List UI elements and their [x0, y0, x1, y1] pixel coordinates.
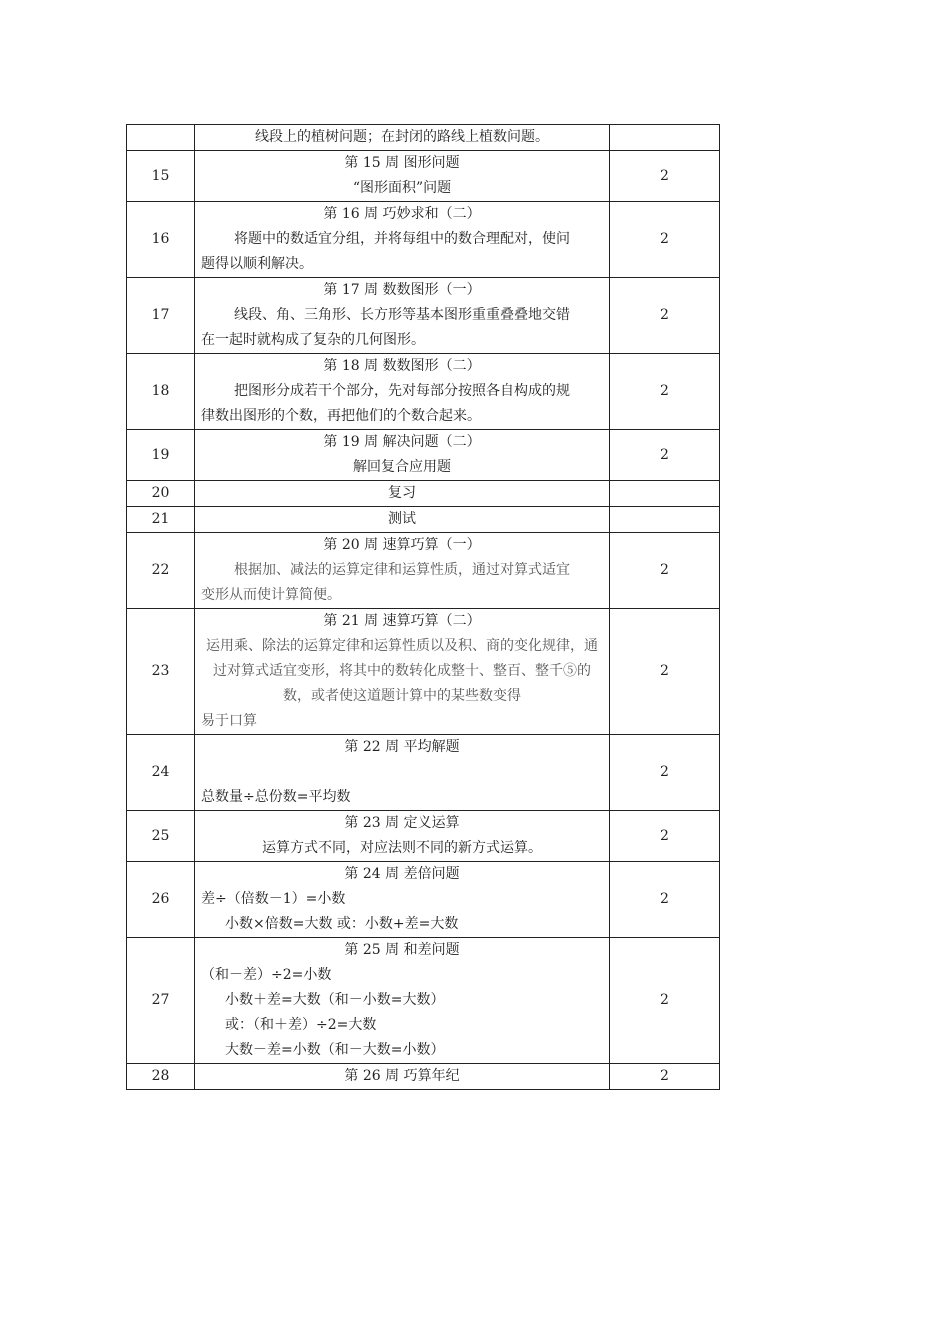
- hours-cell: 2: [610, 938, 720, 1064]
- table-row: [127, 125, 720, 151]
- topic-line: （和－差）÷2=小数: [201, 967, 332, 983]
- topic-line: 运用乘、除法的运算定律和运算性质以及积、商的变化规律，通过对算式适宜变形，将其中的数转化成整十、整百、整千⑤的数，或者使这道题计算中的某些数变得: [206, 638, 598, 704]
- topic-line: 大数－差=小数（和－大数=小数）: [225, 1042, 445, 1058]
- week-number-cell: 28: [127, 1064, 195, 1090]
- topic-line: 解回复合应用题: [353, 459, 451, 475]
- topic-title: 线段上的植树问题；在封闭的路线上植数问题。: [255, 129, 549, 145]
- topic-title: 第 17 周 数数图形（一）: [323, 282, 481, 298]
- content-cell: [195, 151, 610, 202]
- table-row: [127, 507, 720, 533]
- week-number-cell: 15: [127, 151, 195, 202]
- week-number-cell: 22: [127, 533, 195, 609]
- week-number-cell: [127, 125, 195, 151]
- hours-cell: 2: [610, 862, 720, 938]
- table-row: [127, 278, 720, 354]
- hours-cell: 2: [610, 202, 720, 278]
- topic-line: 差÷（倍数－1）=小数: [201, 891, 346, 907]
- topic-line: 运算方式不同，对应法则不同的新方式运算。: [262, 840, 542, 856]
- content-cell: [195, 202, 610, 278]
- topic-line: 小数＋差=大数（和－小数=大数）: [225, 992, 445, 1008]
- content-cell: [195, 811, 610, 862]
- table-row: [127, 481, 720, 507]
- topic-line: 变形从而使计算简便。: [201, 587, 341, 603]
- table-row: [127, 938, 720, 1064]
- week-number-cell: 26: [127, 862, 195, 938]
- hours-cell: 2: [610, 609, 720, 735]
- content-cell: [195, 938, 610, 1064]
- table-row: [127, 735, 720, 811]
- topic-title: 第 25 周 和差问题: [344, 942, 460, 958]
- week-number-cell: 20: [127, 481, 195, 507]
- hours-cell: 2: [610, 533, 720, 609]
- week-number-cell: 19: [127, 430, 195, 481]
- topic-line: 易于口算: [201, 713, 257, 729]
- topic-title: 测试: [388, 511, 416, 527]
- content-cell: [195, 533, 610, 609]
- topic-title: 第 19 周 解决问题（二）: [323, 434, 481, 450]
- hours-cell: 2: [610, 430, 720, 481]
- content-cell: [195, 430, 610, 481]
- hours-cell: 2: [610, 278, 720, 354]
- topic-title: 第 21 周 速算巧算（二）: [323, 613, 481, 629]
- topic-line: 律数出图形的个数，再把他们的个数合起来。: [201, 408, 481, 424]
- content-cell: [195, 1064, 610, 1090]
- topic-title: 第 15 周 图形问题: [344, 155, 460, 171]
- table-row: [127, 1064, 720, 1090]
- topic-line: 根据加、减法的运算定律和运算性质，通过对算式适宜: [234, 562, 570, 578]
- week-number-cell: 23: [127, 609, 195, 735]
- hours-cell: 2: [610, 735, 720, 811]
- topic-line: 将题中的数适宜分组，并将每组中的数合理配对，使问: [234, 231, 570, 247]
- table-row: [127, 811, 720, 862]
- content-cell: [195, 481, 610, 507]
- table-row: [127, 862, 720, 938]
- topic-line: 总数量÷总份数=平均数: [201, 789, 351, 805]
- schedule-table: [126, 124, 720, 1090]
- hours-cell: 2: [610, 811, 720, 862]
- hours-cell: 2: [610, 151, 720, 202]
- week-number-cell: 17: [127, 278, 195, 354]
- topic-title: 第 26 周 巧算年纪: [344, 1068, 460, 1084]
- week-number-cell: 24: [127, 735, 195, 811]
- content-cell: [195, 609, 610, 735]
- topic-line: “图形面积”问题: [352, 180, 452, 196]
- week-number-cell: 16: [127, 202, 195, 278]
- topic-title: 复习: [388, 485, 416, 501]
- content-cell: [195, 125, 610, 151]
- topic-line: 或：（和＋差）÷2=大数: [225, 1017, 377, 1033]
- content-cell: [195, 278, 610, 354]
- topic-line: 线段、角、三角形、长方形等基本图形重重叠叠地交错: [234, 307, 570, 323]
- hours-cell: [610, 481, 720, 507]
- topic-line: 题得以顺利解决。: [201, 256, 313, 272]
- topic-line: 在一起时就构成了复杂的几何图形。: [201, 332, 425, 348]
- table-row: [127, 533, 720, 609]
- hours-cell: 2: [610, 1064, 720, 1090]
- topic-title: 第 16 周 巧妙求和（二）: [323, 206, 481, 222]
- hours-cell: 2: [610, 354, 720, 430]
- week-number-cell: 25: [127, 811, 195, 862]
- content-cell: [195, 354, 610, 430]
- table-row: [127, 202, 720, 278]
- topic-title: 第 22 周 平均解题: [344, 739, 460, 755]
- table-row: [127, 151, 720, 202]
- content-cell: [195, 735, 610, 811]
- content-cell: [195, 862, 610, 938]
- content-cell: [195, 507, 610, 533]
- table-row: [127, 430, 720, 481]
- topic-title: 第 24 周 差倍问题: [344, 866, 460, 882]
- topic-title: 第 20 周 速算巧算（一）: [323, 537, 481, 553]
- topic-line: [201, 760, 603, 785]
- topic-line: 把图形分成若干个部分，先对每部分按照各自构成的规: [234, 383, 570, 399]
- table-row: [127, 354, 720, 430]
- table-row: [127, 609, 720, 735]
- hours-cell: [610, 125, 720, 151]
- topic-title: 第 23 周 定义运算: [344, 815, 460, 831]
- topic-title: 第 18 周 数数图形（二）: [323, 358, 481, 374]
- week-number-cell: 18: [127, 354, 195, 430]
- topic-line: 小数×倍数=大数 或：小数+差=大数: [225, 916, 459, 932]
- week-number-cell: 21: [127, 507, 195, 533]
- week-number-cell: 27: [127, 938, 195, 1064]
- hours-cell: [610, 507, 720, 533]
- schedule-body: [127, 125, 720, 1090]
